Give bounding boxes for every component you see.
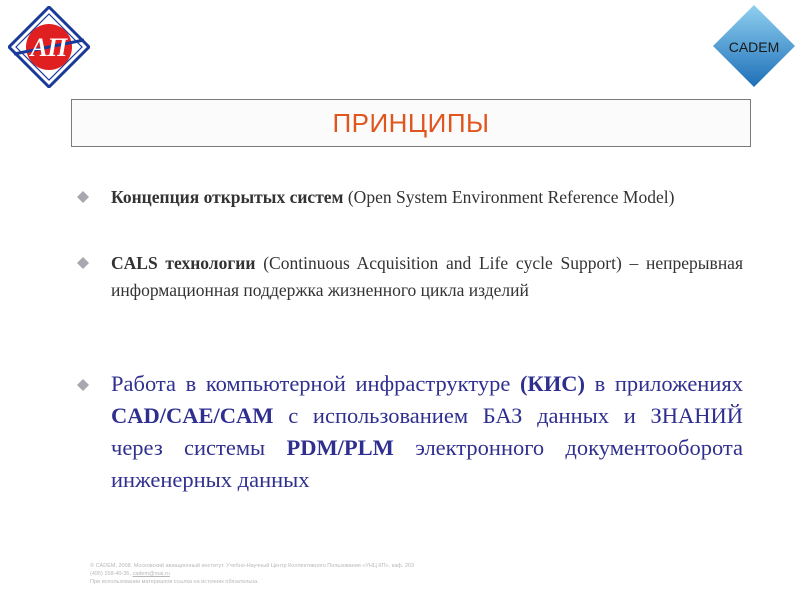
bullet-1-bold: Концепция открытых систем bbox=[111, 187, 344, 207]
footer bbox=[90, 562, 690, 586]
bullet-3-bold-kis: (КИС) bbox=[519, 371, 585, 396]
diamond-bullet-icon bbox=[76, 190, 90, 204]
cadem-logo bbox=[712, 4, 796, 88]
footer-copyright: © CADEM, 2008. Московский авиационный институт. Учебно-Научный Центр Коллективного Пользования «УНЦ КП», каф. 203 bbox=[90, 563, 415, 569]
bullet-open-systems bbox=[111, 184, 743, 211]
footer-phone: (495) 158-40-35, bbox=[90, 571, 131, 577]
title-box bbox=[71, 99, 751, 147]
bullet-1-rest: (Open System Environment Reference Model) bbox=[347, 187, 675, 207]
bullet-2-bold: CALS технологии bbox=[111, 253, 256, 273]
diamond-bullet-icon bbox=[76, 256, 90, 270]
footer-contact bbox=[90, 570, 690, 578]
footer-notice: При использовании материалов ссылка на источник обязательна. bbox=[90, 579, 259, 585]
bullet-cals bbox=[111, 250, 743, 304]
footer-email-link[interactable]: cadem@mai.ru bbox=[132, 571, 170, 577]
mai-logo bbox=[8, 6, 90, 88]
bullet-kis bbox=[111, 368, 743, 496]
bullet-3-text-1: Работа в компьютерной инфраструктуре bbox=[111, 371, 520, 396]
cadem-logo-text: CADEM bbox=[728, 39, 780, 55]
bullet-3-bold-cad: CAD/CAE/CAM bbox=[111, 403, 274, 428]
diamond-bullet-icon bbox=[76, 378, 90, 392]
page-title: ПРИНЦИПЫ bbox=[332, 107, 490, 138]
bullet-3-text-3: с использованием БАЗ данных и ЗНАНИЙ через системы bbox=[111, 403, 743, 460]
bullet-3-text-2: в приложениях bbox=[585, 371, 743, 396]
bullet-2-rest: (Continuous Acquisition and Life cycle Support) – непрерывная информационная поддержка жизненного цикла изделий bbox=[111, 253, 744, 300]
mai-logo-text: АП bbox=[30, 33, 68, 62]
bullet-3-bold-pdm: PDM/PLM bbox=[286, 435, 394, 460]
bullet-3-text-4: электронного документооборота инженерных данных bbox=[111, 435, 743, 492]
